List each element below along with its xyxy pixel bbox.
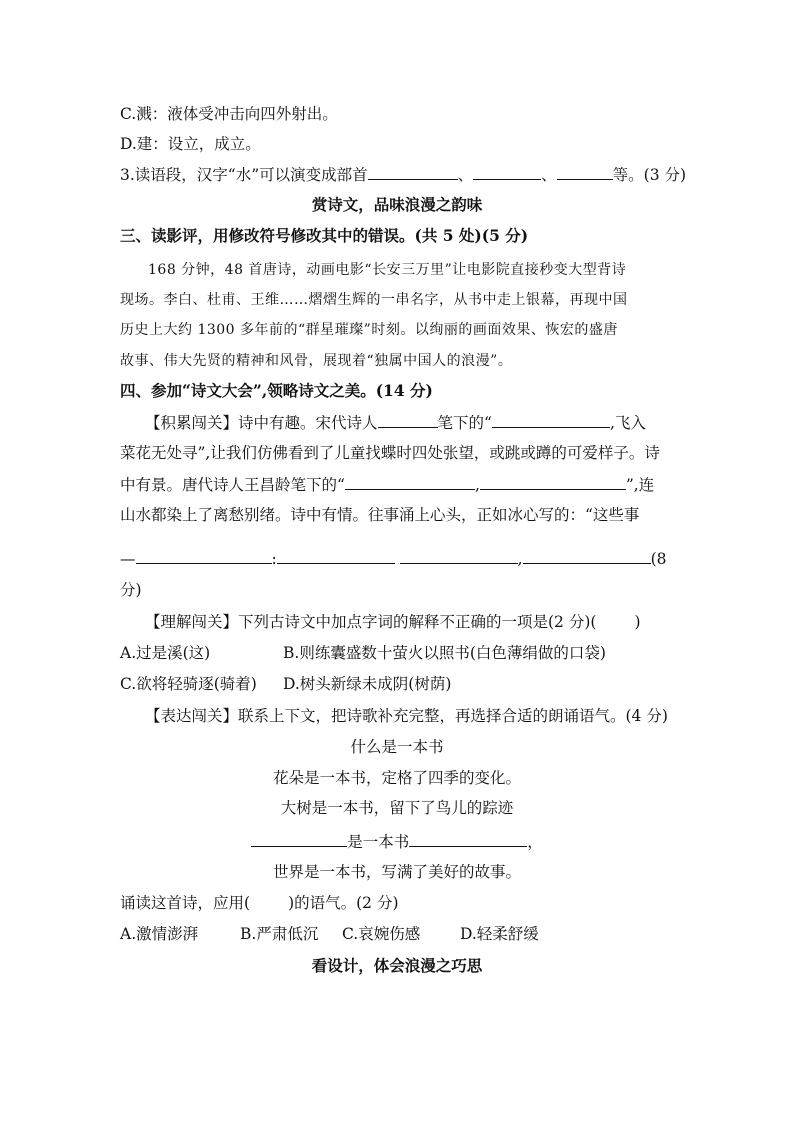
q3-sep-2: 、 [541, 166, 557, 184]
option-b[interactable]: B.则练囊盛数十萤火以照书(白色薄绢做的口袋) [283, 644, 606, 662]
accumulate-line-1 [145, 412, 705, 433]
poet-blank[interactable] [378, 412, 438, 428]
understand-text: 【理解闯关】下列古诗文中加点字词的解释不正确的一项是(2 分)( [145, 613, 597, 631]
option-d[interactable]: D.树头新绿未成阴(树荫) [283, 675, 452, 693]
verse-blank-3[interactable] [480, 474, 626, 490]
verse-blank-5[interactable] [277, 548, 395, 564]
poem-line-3 [0, 831, 794, 852]
paren-close: ) [634, 613, 641, 631]
score-open: (8 [650, 550, 667, 568]
dash: — [120, 550, 136, 568]
review-paragraph-line-2: 现场。李白、杜甫、王维……熠熠生辉的一串名字，从书中走上银幕，再现中国 [120, 292, 628, 308]
recite-text-2: )的语气。(2 分) [288, 894, 399, 912]
recite-option-a[interactable]: A.激情澎湃 [120, 925, 199, 943]
recite-option-d[interactable]: D.轻柔舒缓 [460, 925, 539, 943]
verse-blank-1[interactable] [492, 412, 610, 428]
section-heading-poetry: 赏诗文，品味浪漫之韵味 [311, 195, 483, 214]
comma: , [517, 550, 523, 568]
verse-blank-4[interactable] [136, 548, 272, 564]
poem-line-3-end: ， [527, 833, 543, 851]
accumulate-comma: , [474, 476, 480, 494]
poem-title: 什么是一本书 [350, 738, 444, 756]
review-paragraph-line-3: 历史上大约 1300 多年前的“群星璀璨”时刻。以绚丽的画面效果、恢宏的盛唐 [120, 322, 618, 338]
poem-line-3-text: 是一本书 [347, 833, 410, 851]
poem-blank-1[interactable] [251, 831, 347, 847]
section-4-title: 四、参加“诗文大会”,领略诗文之美。(14 分) [120, 381, 433, 400]
option-d-line: D.建：设立，成立。 [120, 135, 261, 153]
section-heading-design: 看设计，体会浪漫之巧思 [311, 956, 483, 975]
q3-sep-1: 、 [457, 166, 474, 184]
accumulate-text-1: 【积累闯关】诗中有趣。宋代诗人 [145, 414, 378, 432]
section-3-title: 三、读影评，用修改符号修改其中的错误。(共 5 处)(5 分) [120, 226, 529, 245]
accumulate-text-2: 笔下的“ [437, 414, 492, 432]
recite-question [120, 893, 680, 913]
recite-option-c[interactable]: C.哀婉伤感 [342, 925, 421, 943]
poem-line-2: 大树是一本书，留下了鸟儿的踪迹 [280, 799, 514, 817]
colon: : [271, 550, 277, 568]
accumulate-line-3 [120, 474, 680, 495]
verse-blank-2[interactable] [345, 474, 475, 490]
accumulate-line-4: 山水都染上了离愁别绪。诗中有情。往事涌上心头，正如冰心写的：“这些事 [120, 506, 640, 524]
poem-line-1: 花朵是一本书，定格了四季的变化。 [272, 769, 521, 787]
option-a[interactable]: A.过是溪(这) [120, 644, 211, 662]
accumulate-line-6: 分) [120, 581, 142, 599]
option-c-line: C.溅：液体受冲击向四外射出。 [120, 105, 338, 123]
question-3 [120, 164, 687, 185]
review-paragraph-line-1: 168 分钟，48 首唐诗，动画电影“长安三万里”让电影院直接秒变大型背诗 [148, 262, 627, 278]
express-question: 【表达闯关】联系上下文，把诗歌补充完整，再选择合适的朗诵语气。(4 分) [145, 707, 668, 725]
understand-question [145, 612, 705, 632]
accumulate-text-3: ,飞入 [609, 414, 646, 432]
q3-blank-1[interactable] [368, 164, 458, 180]
q3-blank-3[interactable] [557, 164, 613, 180]
q3-text: 3.读语段，汉字“水”可以演变成部首 [120, 166, 368, 184]
recite-text-1: 诵读这首诗，应用( [120, 894, 251, 912]
q3-blank-2[interactable] [473, 164, 541, 180]
review-paragraph-line-4: 故事、伟大先贤的精神和风骨，展现着“独属中国人的浪漫”。 [120, 353, 513, 369]
poem-blank-2[interactable] [409, 831, 527, 847]
accumulate-line-5 [120, 548, 680, 569]
verse-blank-6[interactable] [400, 548, 518, 564]
option-c[interactable]: C.欲将轻骑逐(骑着) [120, 675, 257, 693]
verse-blank-7[interactable] [523, 548, 651, 564]
accumulate-text-4: 中有景。唐代诗人王昌龄笔下的“ [120, 476, 345, 494]
recite-option-b[interactable]: B.严肃低沉 [240, 925, 319, 943]
poem-line-4: 世界是一本书，写满了美好的故事。 [272, 863, 521, 881]
q3-end: 等。(3 分) [612, 166, 687, 184]
accumulate-text-5: ”,连 [625, 476, 655, 494]
accumulate-line-2: 菜花无处寻”,让我们仿佛看到了儿童找蝶时四处张望，或跳或蹲的可爱样子。诗 [120, 444, 660, 462]
